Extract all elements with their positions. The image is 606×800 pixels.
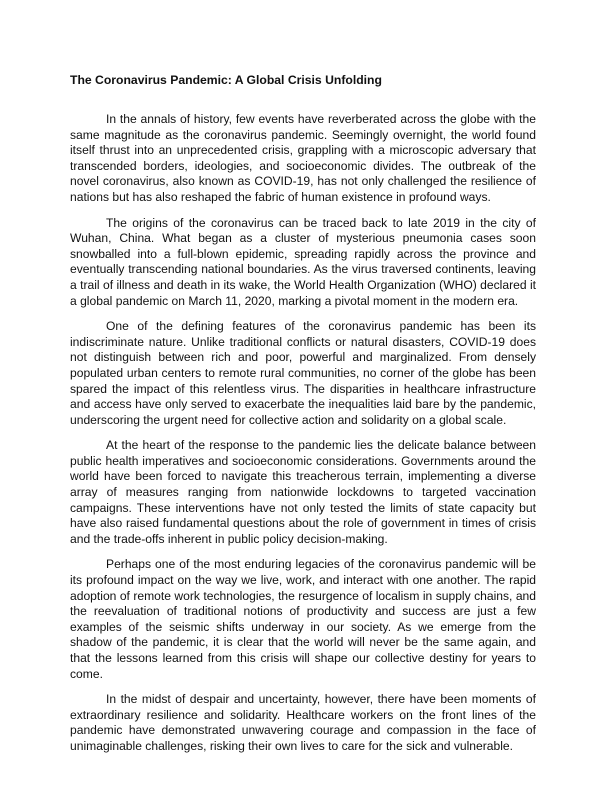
paragraph-2: The origins of the coronavirus can be traced back to late 2019 in the city of Wuhan, China. What began as a cluster of mysterious pneumonia cases soon snowballed into a full-blown epidemic, spreading rapidly across the province and eventually transcending national boundaries. As the virus traversed continents, leaving a trail of illness and death in its wake, the World Health Organization (WHO) declared it a global pandemic on March 11, 2020, marking a pivotal moment in the modern era. [70,215,536,308]
paragraph-6: In the midst of despair and uncertainty, however, there have been moments of extraordinary resilience and solidarity. Healthcare workers on the front lines of the pandemic have demonstrated unwavering courage and compassion in the face of unimaginable challenges, risking their own lives to care for the sick and vulnerable. [70,692,536,753]
paragraph-4: At the heart of the response to the pandemic lies the delicate balance between public health imperatives and socioeconomic considerations. Governments around the world have been forced to navigate this treacherous terrain, implementing a diverse array of measures ranging from nationwide lockdowns to targeted vaccination campaigns. These interventions have not only tested the limits of state capacity but have also raised fundamental questions about the role of government in times of crisis and the trade-offs inherent in public policy decision-making. [70,438,536,546]
paragraph-5: Perhaps one of the most enduring legacies of the coronavirus pandemic will be its profound impact on the way we live, work, and interact with one another. The rapid adoption of remote work technologies, the resurgence of localism in supply chains, and the reevaluation of traditional notions of productivity and success are just a few examples of the seismic shifts underway in our society. As we emerge from the shadow of the pandemic, it is clear that the world will never be the same again, and that the lessons learned from this crisis will shape our collective destiny for years to come. [70,557,536,681]
paragraph-1: In the annals of history, few events have reverberated across the globe with the same magnitude as the coronavirus pandemic. Seemingly overnight, the world found itself thrust into an unprecedented crisis, grappling with a microscopic adversary that transcended borders, ideologies, and socioeconomic divides. The outbreak of the novel coronavirus, also known as COVID-19, has not only challenged the resilience of nations but has also reshaped the fabric of human existence in profound ways. [70,112,536,204]
document-title: The Coronavirus Pandemic: A Global Crisis Unfolding [70,73,382,87]
paragraph-3: One of the defining features of the coronavirus pandemic has been its indiscriminate nature. Unlike traditional conflicts or natural disasters, COVID-19 does not distinguish between rich and poor, powerful and marginalized. From densely populated urban centers to remote rural communities, no corner of the globe has been spared the impact of this relentless virus. The disparities in healthcare infrastructure and access have only served to exacerbate the inequalities laid bare by the pandemic, underscoring the urgent need for collective action and solidarity on a global scale. [70,319,536,427]
